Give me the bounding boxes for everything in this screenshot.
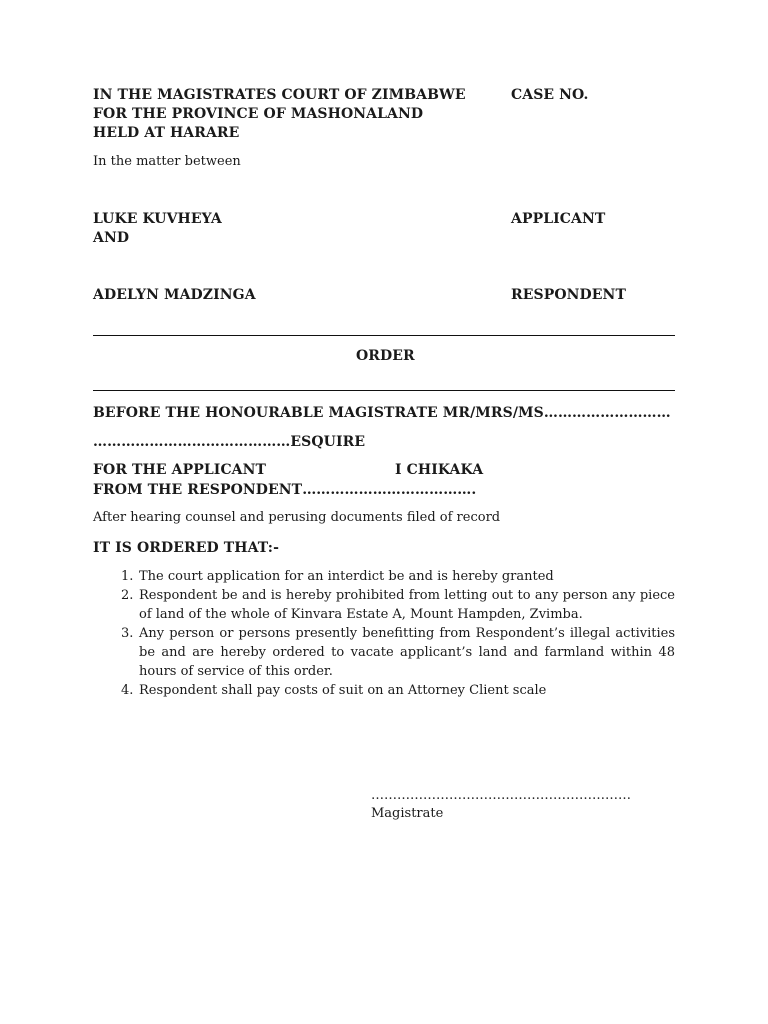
order-number: 1.	[121, 569, 134, 584]
and-text: AND	[93, 230, 130, 246]
signature-line: ……………………………………………………	[371, 788, 631, 803]
order-number: 2.	[121, 588, 134, 603]
divider-top	[93, 335, 675, 336]
before-magistrate-line: BEFORE THE HONOURABLE MAGISTRATE MR/MRS/MS………………………	[93, 405, 671, 421]
after-hearing-text: After hearing counsel and perusing documents filed of record	[93, 510, 501, 525]
case-number-label: CASE NO.	[511, 87, 589, 103]
signature-label: Magistrate	[371, 806, 444, 821]
order-title: ORDER	[356, 348, 415, 364]
order-text: Any person or persons presently benefitting from Respondent’s illegal activities be and are hereby ordered to vacate applicant’s land and farmland within 48 hours of service of this order.	[139, 626, 675, 679]
order-number: 3.	[121, 626, 134, 641]
court-name-line: IN THE MAGISTRATES COURT OF ZIMBABWE	[93, 87, 466, 103]
held-at-line: HELD AT HARARE	[93, 125, 240, 141]
divider-bottom	[93, 390, 675, 391]
for-applicant-label: FOR THE APPLICANT	[93, 462, 267, 478]
list-item	[93, 681, 675, 700]
orders-list	[93, 567, 675, 700]
matter-between-text: In the matter between	[93, 154, 241, 169]
list-item	[93, 624, 675, 681]
respondent-name: ADELYN MADZINGA	[93, 287, 256, 303]
esquire-line: ……………………………………ESQUIRE	[93, 434, 366, 450]
applicant-role: APPLICANT	[511, 211, 606, 227]
applicant-name: LUKE KUVHEYA	[93, 211, 222, 227]
from-respondent-line: FROM THE RESPONDENT……………………………….	[93, 482, 477, 498]
order-text: Respondent shall pay costs of suit on an Attorney Client scale	[139, 683, 547, 698]
it-is-ordered-heading: IT IS ORDERED THAT:-	[93, 540, 279, 556]
order-text: The court application for an interdict be and is hereby granted	[139, 569, 554, 584]
respondent-role: RESPONDENT	[511, 287, 626, 303]
order-text: Respondent be and is hereby prohibited from letting out to any person any piece of land of the whole of Kinvara Estate A, Mount Hampden, Zvimba.	[139, 588, 675, 622]
for-applicant-counsel: I CHIKAKA	[395, 462, 484, 478]
list-item	[93, 567, 675, 586]
order-number: 4.	[121, 683, 134, 698]
province-line: FOR THE PROVINCE OF MASHONALAND	[93, 106, 424, 122]
list-item	[93, 586, 675, 624]
